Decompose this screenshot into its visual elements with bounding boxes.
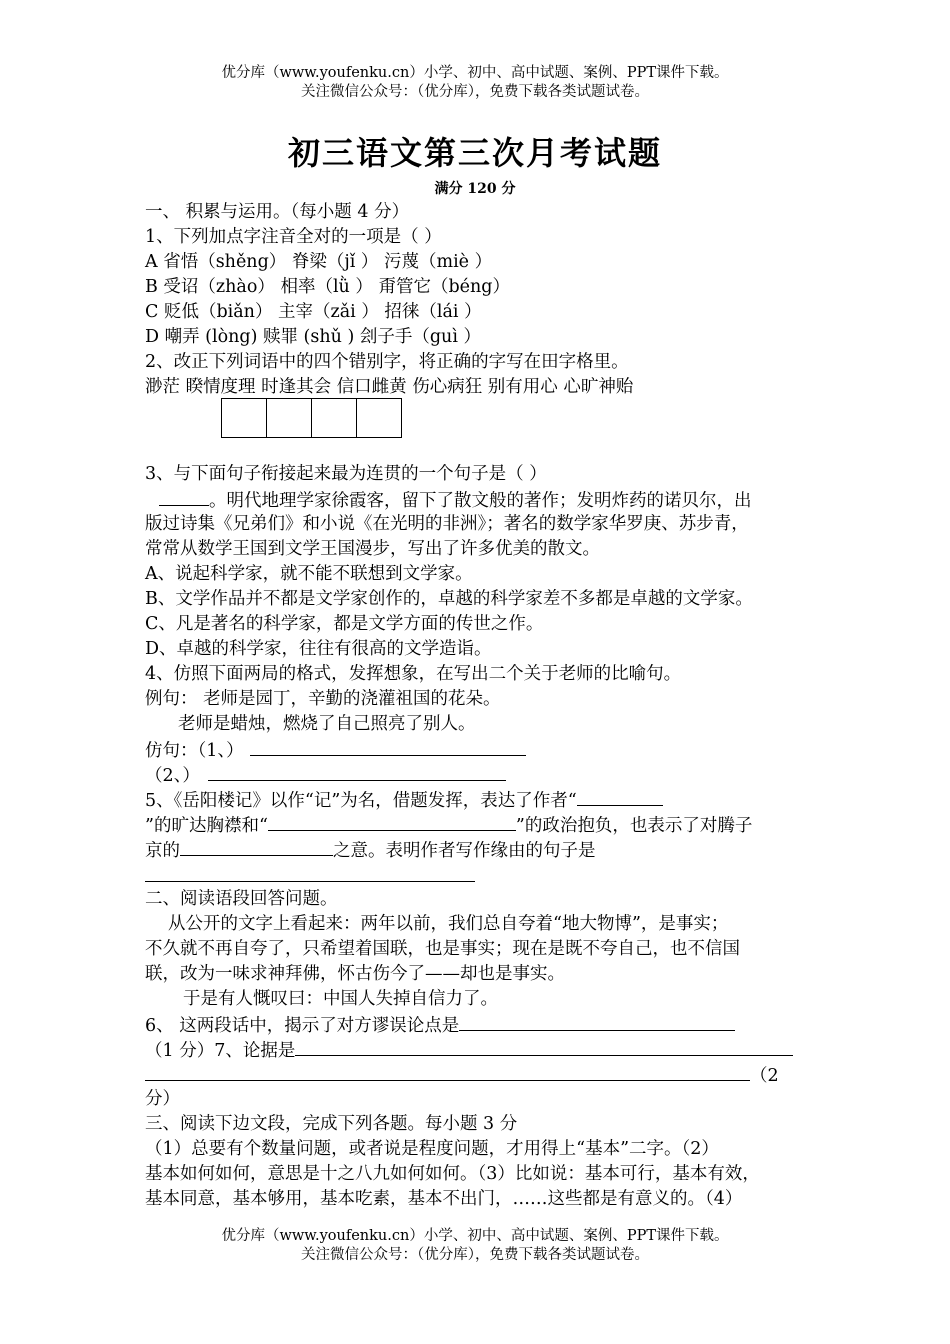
grid-cell[interactable] <box>312 399 357 437</box>
q5-blank-2[interactable] <box>268 812 516 831</box>
q6-answer[interactable] <box>459 1012 735 1031</box>
q1-option-c: C 贬低（biǎn） 主宰（zǎi ） 招徕（lái ） <box>145 302 482 322</box>
footer-line-1: 优分库（www.youfenku.cn）小学、初中、高中试题、案例、PPT课件下载。 <box>221 1228 729 1244</box>
q4-answer-2[interactable] <box>208 762 506 781</box>
q3-passage-2: 版过诗集《兄弟们》和小说《在光明的非洲》；著名的数学家华罗庚、苏步青， <box>145 514 749 534</box>
page-title: 初三语文第三次月考试题 <box>287 134 662 172</box>
grid-cell[interactable] <box>267 399 312 437</box>
passage-2-line-4: 于是有人慨叹曰：中国人失掉自信力了。 <box>183 989 498 1009</box>
question-4: 4、仿照下面两局的格式，发挥想象，在写出二个关于老师的比喻句。 <box>145 664 682 684</box>
full-score: 满分 120 分 <box>434 181 516 197</box>
passage-3-line-1: （1）总要有个数量问题，或者说是程度问题，才用得上“基本”二字。（2） <box>145 1139 719 1159</box>
question-5-line-2: ”的旷达胸襟和“ ”的政治抱负，也表示了对腾子 <box>145 812 752 838</box>
passage-3-line-3: 基本同意，基本够用，基本吃素，基本不出门，……这些都是有意义的。（4） <box>145 1189 743 1209</box>
passage-2-line-2: 不久就不再自夸了，只希望着国联，也是事实；现在是既不夸自己，也不信国 <box>145 939 740 959</box>
question-7-score: 分） <box>145 1089 180 1109</box>
question-7-cont: （2 <box>145 1062 779 1088</box>
q3-passage-3: 常常从数学王国到文学王国漫步，写出了许多优美的散文。 <box>145 539 600 559</box>
q1-option-d: D 嘲弄 (lòng) 赎罪 (shǔ ) 刽子手（guì ） <box>145 327 481 347</box>
grid-cell[interactable] <box>357 399 401 437</box>
q5-blank-3[interactable] <box>180 837 333 856</box>
q4-answer-1[interactable] <box>250 737 526 756</box>
header-line-1: 优分库（www.youfenku.cn）小学、初中、高中试题、案例、PPT课件下载。 <box>221 65 729 81</box>
question-7: （1 分）7、论据是 <box>145 1037 793 1063</box>
q5-blank-1[interactable] <box>577 787 663 806</box>
header-line-2: 关注微信公众号：（优分库），免费下载各类试题试卷。 <box>301 84 649 100</box>
character-grid <box>221 398 402 438</box>
passage-2-line-3: 联，改为一味求神拜佛，怀古伤今了——却也是事实。 <box>145 964 565 984</box>
passage-2-line-1: 从公开的文字上看起来：两年以前，我们总自夸着“地大物博”，是事实； <box>168 914 729 934</box>
footer-line-2: 关注微信公众号：（优分库），免费下载各类试题试卷。 <box>301 1247 649 1263</box>
q2-words: 渺茫 睽情度理 时逢其会 信口雌黄 伤心病狂 别有用心 心旷神贻 <box>145 377 634 397</box>
q4-example-2: 老师是蜡烛，燃烧了自己照亮了别人。 <box>178 714 476 734</box>
q1-option-b: B 受诏（zhào） 相率（lǜ ） 甭管它（béng） <box>145 277 510 297</box>
q4-imitation-2: （2、） <box>145 762 506 788</box>
passage-3-line-2: 基本如何如何，意思是十之八九如何如何。（3）比如说：基本可行，基本有效， <box>145 1164 760 1184</box>
q3-option-c: C、凡是著名的科学家，都是文学方面的传世之作。 <box>145 614 544 634</box>
page-header <box>0 64 950 102</box>
q5-answer-line[interactable] <box>145 881 475 882</box>
q7-answer-2[interactable] <box>145 1062 750 1081</box>
q4-example-1: 例句： 老师是园丁，辛勤的浇灌祖国的花朵。 <box>145 689 501 709</box>
question-5-line-1: 5、《岳阳楼记》以作“记”为名，借题发挥，表达了作者“ <box>145 787 663 813</box>
section-2-heading: 二、阅读语段回答问题。 <box>145 889 338 909</box>
page-footer <box>0 1227 950 1265</box>
q3-option-d: D、卓越的科学家，往往有很高的文学造诣。 <box>145 639 492 659</box>
question-1: 1、下列加点字注音全对的一项是（ ） <box>145 227 442 247</box>
q3-passage-1: 。明代地理学家徐霞客，留下了散文般的著作；发明炸药的诺贝尔，出 <box>145 487 752 513</box>
q7-answer-1[interactable] <box>295 1037 793 1056</box>
grid-cell[interactable] <box>222 399 267 437</box>
question-2: 2、改正下列词语中的四个错别字，将正确的字写在田字格里。 <box>145 352 629 372</box>
question-3: 3、与下面句子衔接起来最为连贯的一个句子是（ ） <box>145 464 547 484</box>
section-1-heading: 一、 积累与运用。（每小题 4 分） <box>145 202 410 222</box>
q3-blank[interactable] <box>159 487 209 506</box>
section-3-heading: 三、阅读下边文段，完成下列各题。每小题 3 分 <box>145 1114 518 1134</box>
q3-option-a: A、说起科学家，就不能不联想到文学家。 <box>145 564 473 584</box>
question-5-line-3: 京的 之意。表明作者写作缘由的句子是 <box>145 837 596 863</box>
question-6: 6、 这两段话中，揭示了对方谬误论点是 <box>145 1012 735 1038</box>
q4-imitation-1: 仿句：（1、） <box>145 737 526 763</box>
q3-option-b: B、文学作品并不都是文学家创作的，卓越的科学家差不多都是卓越的文学家。 <box>145 589 753 609</box>
q1-option-a: A 省悟（shěng） 脊梁（jǐ ） 污蔑（miè ） <box>145 252 493 272</box>
